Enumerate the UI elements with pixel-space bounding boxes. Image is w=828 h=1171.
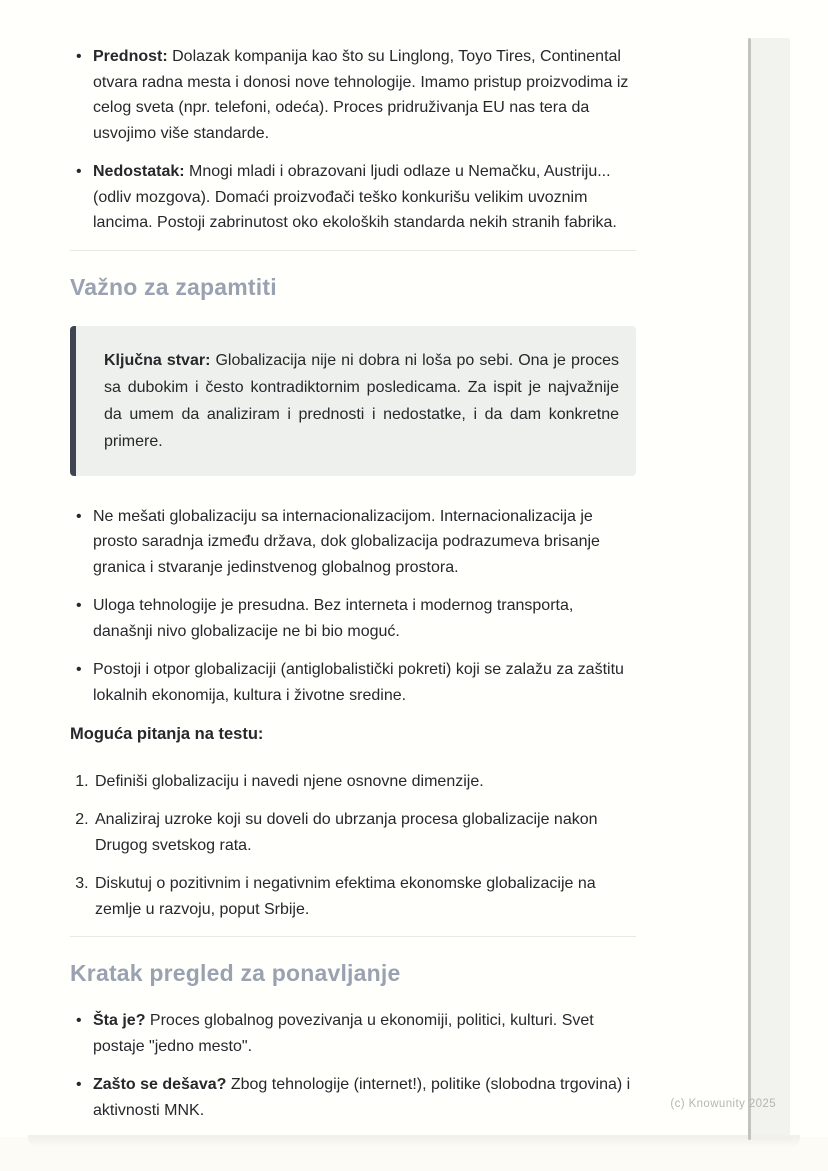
scrollbar-thumb[interactable] [748,38,751,1140]
questions-list [70,769,636,923]
document-content [70,44,636,1136]
section-heading-kratak-pregled: Kratak pregled za ponavljanje [70,960,401,986]
bullet-label: Zašto se dešava? [93,1076,227,1093]
scrollbar-track[interactable] [751,38,790,1140]
section-heading-vazno: Važno za zapamtiti [70,273,277,300]
divider [70,936,636,937]
key-point-callout [70,326,636,476]
list-item: • Postoji i otpor globalizaciji (antiglobalistički pokreti) koji se zalažu za zaštitu lokalnih ekonomija, kultura i životne sredine. [70,657,636,708]
list-item: • Ne mešati globalizaciju sa internacionalizacijom. Internacionalizacija je prosto saradnja između država, dok globalizacija podrazumeva brisanje granica i stvaranje jedinstvenog globalnog prostora. [70,504,636,581]
questions-heading: Moguća pitanja na testu: [70,725,264,743]
divider [70,250,636,251]
list-item-prednost [70,44,636,146]
bullet-label: Šta je? [93,1012,146,1029]
question-item: 3. Diskutuj o pozitivnim i negativnim efektima ekonomske globalizacije na zemlje u razvoju, poput Srbije. [93,871,636,922]
bullet-label: Nedostatak: [93,163,185,180]
bullet-text: Mnogi mladi i obrazovani ljudi odlaze u Nemačku, Austriju... (odliv mozgova). Domaći proizvođači teško konkurišu velikim uvoznim lancima. Postoji zabrinutost oko ekoloških standarda nekih stranih fabrika. [93,163,617,231]
page-bottom-edge [28,1135,800,1147]
callout-text: Globalizacija nije ni dobra ni loša po sebi. Ona je proces sa dubokim i često kontradiktornim posledicama. Za ispit je najvažnije da umem da analiziram i prednosti i nedostatke, i da dam konkretne primere. [104,351,620,450]
review-list [70,1008,636,1123]
list-item-zasto [70,1072,636,1123]
list-item-nedostatak [70,159,636,236]
question-item: 2. Analiziraj uzroke koji su doveli do ubrzanja procesa globalizacije nakon Drugog svetskog rata. [93,807,636,858]
pros-cons-list [70,44,636,236]
list-item: • Uloga tehnologije je presudna. Bez interneta i modernog transporta, današnji nivo globalizacije ne bi bio moguć. [70,593,636,644]
bullet-text: Dolazak kompanija kao što su Linglong, Toyo Tires, Continental otvara radna mesta i donosi nove tehnologije. Imamo pristup proizvodima iz celog sveta (npr. telefoni, odeća). Proces pridruživanja EU nas tera da usvojimo više standarde. [93,48,629,142]
copyright-watermark: (c) Knowunity 2025 [670,1098,776,1110]
list-item-sta-je [70,1008,636,1059]
bullet-text: Zbog tehnologije (internet!), politike (slobodna trgovina) i aktivnosti MNK. [93,1076,631,1119]
bullet-label: Prednost: [93,48,168,65]
bullet-text: Proces globalnog povezivanja u ekonomiji, politici, kulturi. Svet postaje "jedno mesto". [93,1012,594,1055]
notes-list [70,504,636,709]
question-item: 1. Definiši globalizaciju i navedi njene osnovne dimenzije. [93,769,636,795]
callout-label: Ključna stvar: [104,351,211,369]
